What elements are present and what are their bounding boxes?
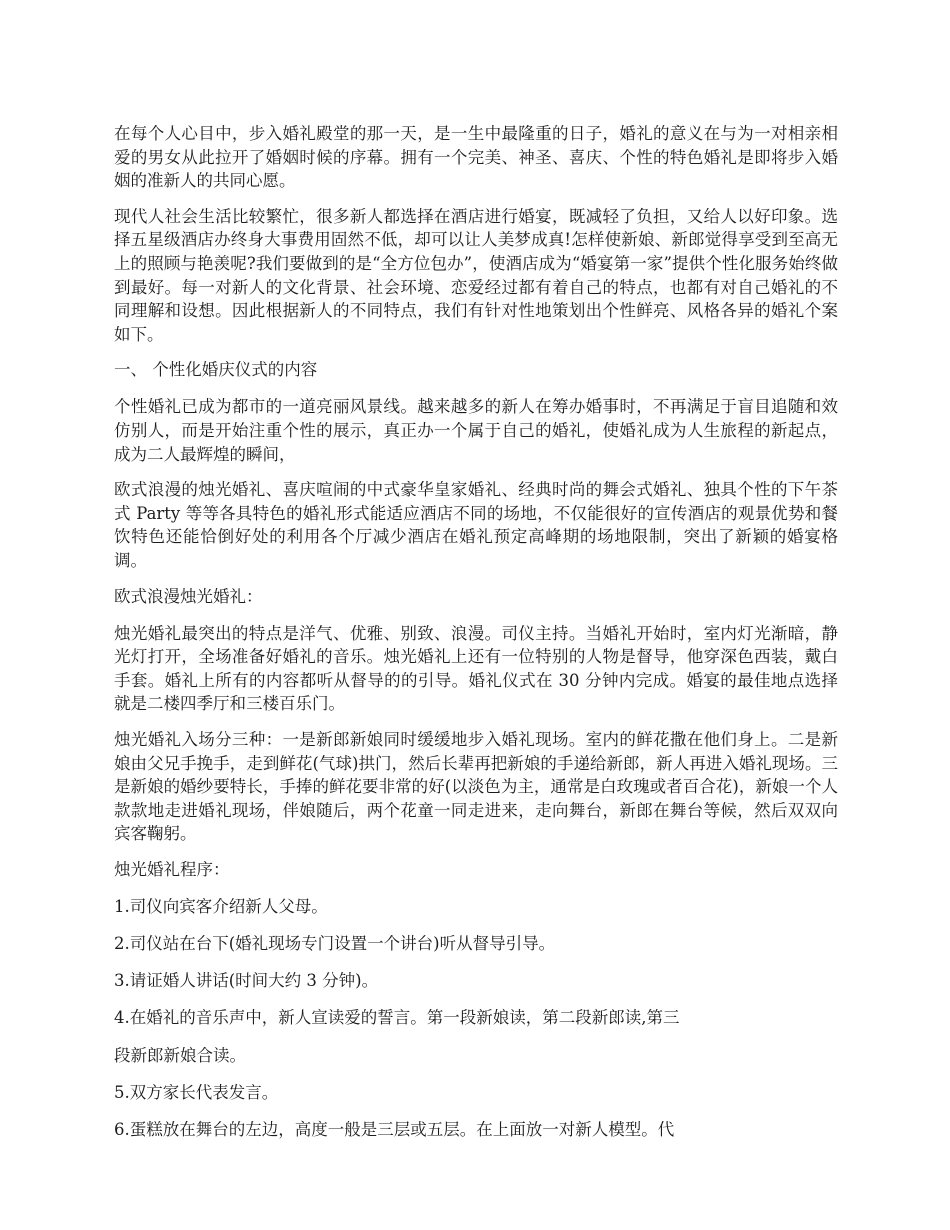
paragraph-intro: 在每个人心目中，步入婚礼殿堂的那一天，是一生中最隆重的日子，婚礼的意义在与为一对相亲相爱的男女从此拉开了婚姻时候的序幕。拥有一个完美、神圣、喜庆、个性的特色婚礼是即将步入婚姻的准新人的共同心愿。 (114, 124, 838, 191)
paragraph-candlelight-features: 烛光婚礼最突出的特点是洋气、优雅、别致、浪漫。司仪主持。当婚礼开始时，室内灯光渐暗，静光灯打开，全场准备好婚礼的音乐。烛光婚礼上还有一位特别的人物是督导，他穿深色西装，戴白手套。婚礼上所有的内容都听从督导的的引导。婚礼仪式在 30 分钟内完成。婚宴的最佳地点选择就是二楼四季厅和三楼百乐门。 (114, 623, 838, 714)
list-item: 4.在婚礼的音乐声中，新人宣读爱的誓言。第一段新娘读，第二段新郎读,第三 (114, 1008, 680, 1028)
list-item: 2.司仪站在台下(婚礼现场专门设置一个讲台)听从督导引导。 (114, 934, 556, 954)
list-item-continuation: 段新郎新娘合读。 (114, 1045, 246, 1065)
list-item: 3.请证婚人讲话(时间大约 3 分钟)。 (114, 971, 379, 991)
paragraph-modern-life: 现代人社会生活比较繁忙，很多新人都选择在酒店进行婚宴，既减轻了负担，又给人以好印象。选择五星级酒店办终身大事费用固然不低，却可以让人美梦成真!怎样使新娘、新郎觉得享受到至高无上的照顾与艳羡呢?我们要做到的是“全方位包办”，使酒店成为“婚宴第一家”提供个性化服务始终做到最好。每一对新人的文化背景、社会环境、恋爱经过都有着自己的特点，也都有对自己婚礼的不同理解和设想。因此根据新人的不同特点，我们有针对性地策划出个性鲜亮、风格各异的婚礼个案如下。 (114, 206, 838, 344)
list-item: 1.司仪向宾客介绍新人父母。 (114, 897, 328, 917)
section-heading-ceremony-content: 一、 个性化婚庆仪式的内容 (114, 360, 318, 380)
subheading-candlelight-procedure: 烛光婚礼程序： (114, 860, 230, 880)
list-item: 5.双方家长代表发言。 (114, 1082, 279, 1102)
subheading-candlelight-wedding: 欧式浪漫烛光婚礼： (114, 586, 263, 606)
paragraph-wedding-styles: 欧式浪漫的烛光婚礼、喜庆喧闹的中式豪华皇家婚礼、经典时尚的舞会式婚礼、独具个性的下午茶式 Party 等等各具特色的婚礼形式能适应酒店不同的场地，不仅能很好的宣传酒店的观景优势和餐饮特色还能恰倒好处的利用各个厅减少酒店在婚礼预定高峰期的场地限制，突出了新颖的婚宴格调。 (114, 480, 838, 570)
list-item: 6.蛋糕放在舞台的左边，高度一般是三层或五层。在上面放一对新人模型。代 (114, 1119, 675, 1139)
paragraph-candlelight-entrance: 烛光婚礼入场分三种：一是新郎新娘同时缓缓地步入婚礼现场。室内的鲜花撒在他们身上。二是新娘由父兄手挽手，走到鲜花(气球)拱门，然后长辈再把新娘的手递给新郎，新人再进入婚礼现场。三是新娘的婚纱要特长，手捧的鲜花要非常的好(以淡色为主，通常是白玫瑰或者百合花)，新娘一个人款款地走进婚礼现场，伴娘随后，两个花童一同走进来，走向舞台，新郎在舞台等候，然后双双向宾客鞠躬。 (114, 730, 838, 844)
paragraph-personal-wedding: 个性婚礼已成为都市的一道亮丽风景线。越来越多的新人在筹办婚事时，不再满足于盲目追随和效仿别人，而是开始注重个性的展示，真正办一个属于自己的婚礼，使婚礼成为人生旅程的新起点，成为二人最辉煌的瞬间， (114, 397, 838, 464)
